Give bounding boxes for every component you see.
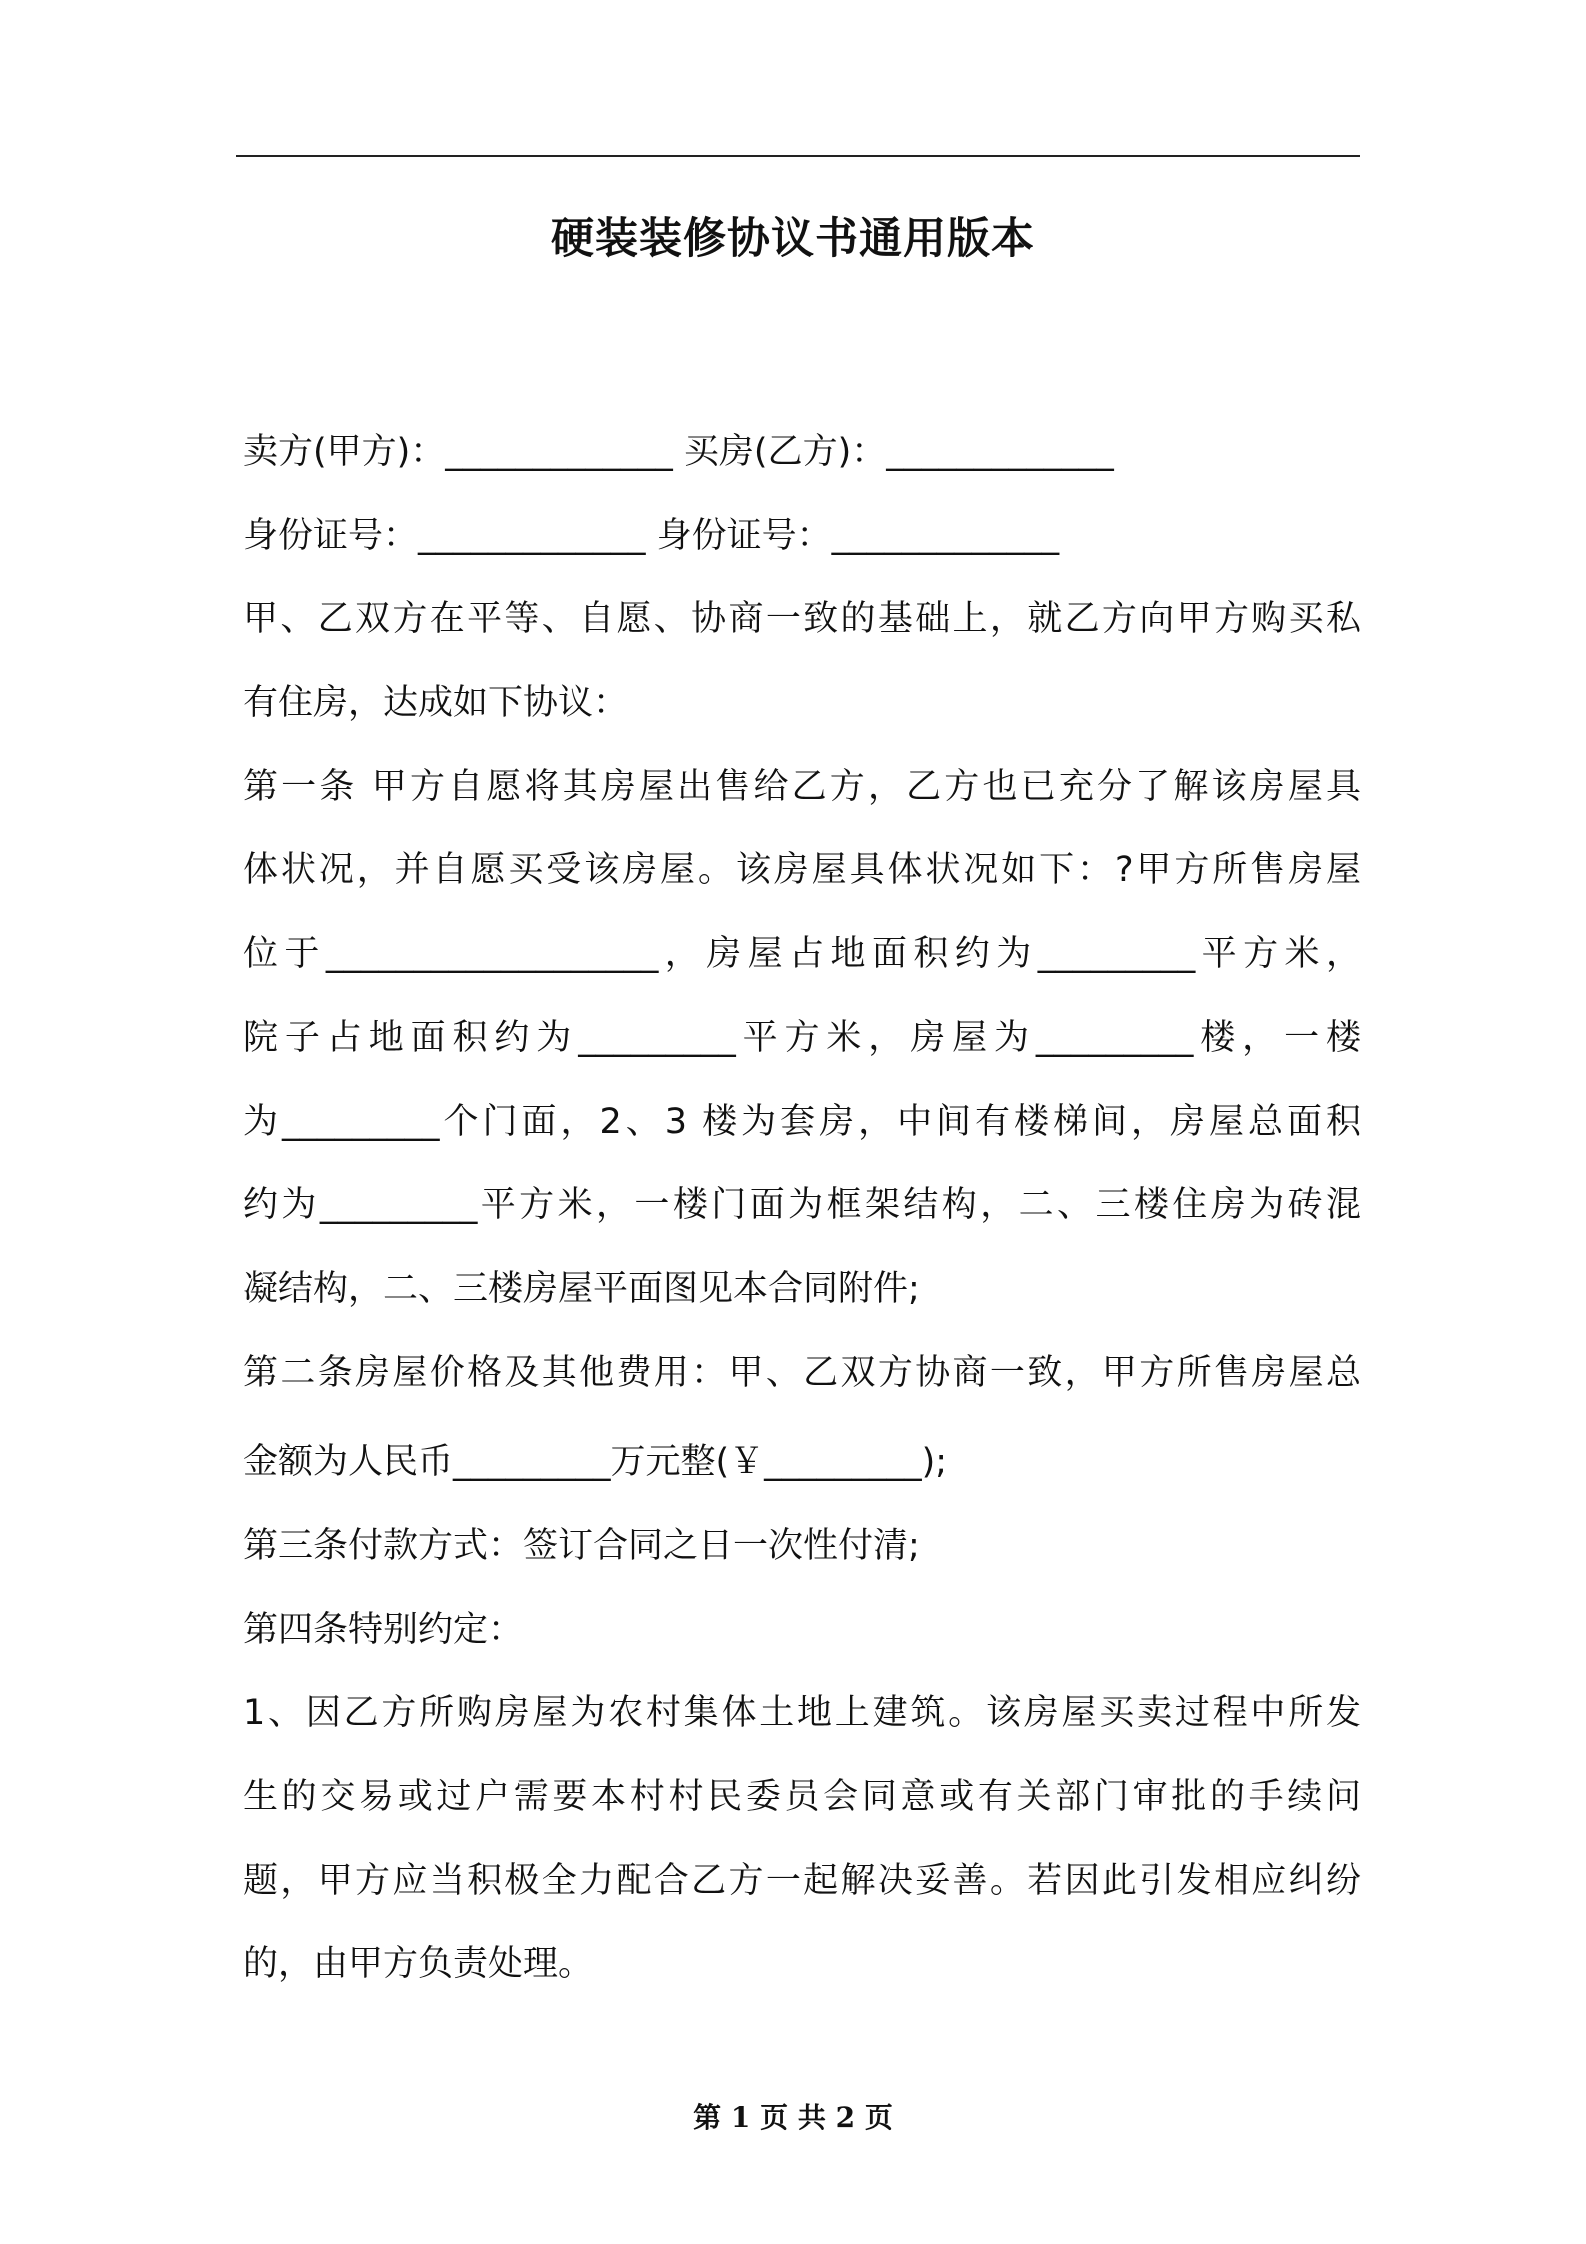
article-2-line: 第二条房屋价格及其他费用：甲、乙双方协商一致，甲方所售房屋总: [243, 1352, 1361, 1393]
article-4-item-line: 题，甲方应当积极全力配合乙方一起解决妥善。若因此引发相应纠纷: [243, 1860, 1361, 1901]
article-1-line: 位于___________________，房屋占地面积约为_________平方米，: [243, 934, 1361, 975]
article-1-line: 第一条 甲方自愿将其房屋出售给乙方，乙方也已充分了解该房屋具: [243, 766, 1361, 807]
article-4-item-line: 1、因乙方所购房屋为农村集体土地上建筑。该房屋买卖过程中所发: [243, 1693, 1361, 1734]
article-2-line: 金额为人民币_________万元整(￥_________);: [243, 1442, 948, 1483]
article-1-line: 为_________个门面，2、3 楼为套房，中间有楼梯间，房屋总面积: [243, 1101, 1361, 1142]
article-1-line: 凝结构，二、三楼房屋平面图见本合同附件;: [243, 1268, 920, 1309]
header-rule: [236, 155, 1360, 157]
party-names-line: 卖方(甲方)：_____________ 买房(乙方)：_____________: [243, 432, 1114, 472]
paragraph-line: 甲、乙双方在平等、自愿、协商一致的基础上，就乙方向甲方购买私: [243, 599, 1361, 640]
article-1-line: 约为_________平方米，一楼门面为框架结构，二、三楼住房为砖混: [243, 1185, 1361, 1226]
id-numbers-line: 身份证号：_____________ 身份证号：_____________: [243, 515, 1060, 556]
document-body: [243, 411, 1361, 2007]
article-4-item-line: 生的交易或过户需要本村村民委员会同意或有关部门审批的手续问: [243, 1777, 1361, 1817]
paragraph-line: 有住房，达成如下协议：: [243, 683, 629, 724]
article-3-line: 第三条付款方式：签订合同之日一次性付清;: [243, 1525, 920, 1566]
article-1-line: 体状况，并自愿买受该房屋。该房屋具体状况如下：?甲方所售房屋: [243, 850, 1361, 891]
page-number: 第 1 页 共 2 页: [693, 2101, 893, 2134]
article-4-item-line: 的，由甲方负责处理。: [243, 1944, 594, 1985]
article-4-heading: 第四条特别约定：: [243, 1609, 524, 1650]
document-title: 硬装装修协议书通用版本: [551, 214, 1035, 264]
article-1-line: 院子占地面积约为_________平方米，房屋为_________楼，一楼: [243, 1017, 1361, 1058]
